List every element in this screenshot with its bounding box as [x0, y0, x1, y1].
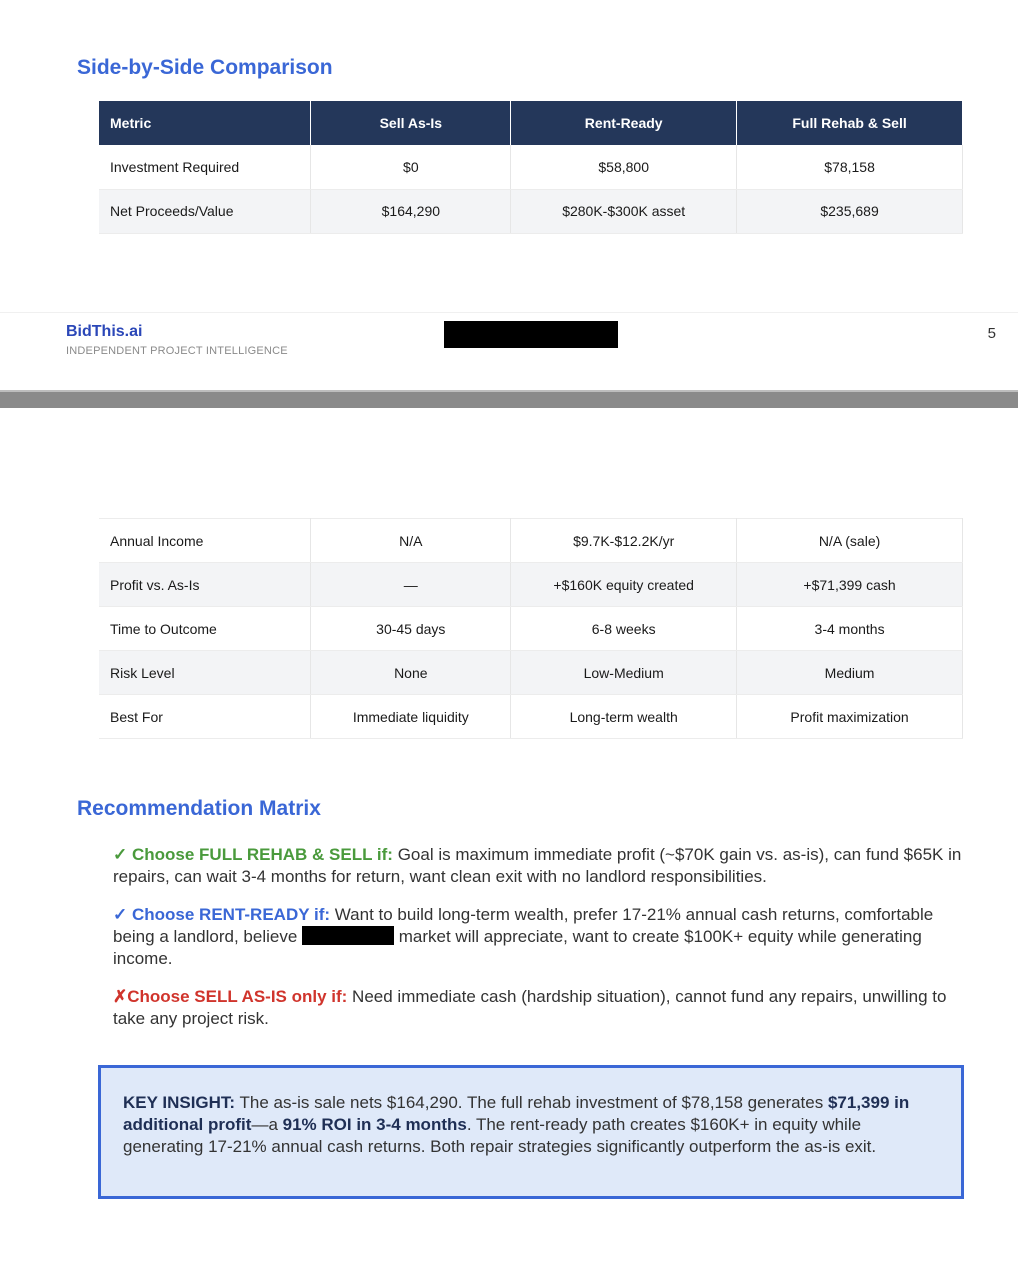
cell-value: $164,290 [311, 189, 511, 233]
header-metric: Metric [99, 101, 311, 145]
header-full-rehab: Full Rehab & Sell [737, 101, 963, 145]
header-rent-ready: Rent-Ready [511, 101, 737, 145]
brand-logo[interactable]: BidThis.ai [66, 323, 143, 340]
recommendation-lead: Choose SELL AS-IS only if: [127, 987, 348, 1006]
table-header-row [99, 101, 963, 145]
redacted-block [302, 926, 394, 945]
brand-tagline: INDEPENDENT PROJECT INTELLIGENCE [66, 345, 288, 357]
header-sell-as-is: Sell As-Is [311, 101, 511, 145]
cell-metric: Annual Income [99, 519, 311, 563]
section-title-recommendation: Recommendation Matrix [77, 797, 321, 820]
cell-value: 6-8 weeks [511, 607, 737, 651]
cell-value: +$160K equity created [511, 563, 737, 607]
check-icon: ✓ [113, 905, 128, 924]
cell-value: +$71,399 cash [737, 563, 963, 607]
cross-icon: ✗ [113, 987, 128, 1006]
key-insight-callout [98, 1065, 964, 1199]
redacted-block [444, 321, 618, 348]
page-number: 5 [987, 325, 996, 342]
cell-value: — [311, 563, 511, 607]
recommendation-text: Need immediate cash (hardship situation), cannot fund any repairs, unwilling to take any project risk. [113, 987, 947, 1028]
cell-metric: Profit vs. As-Is [99, 563, 311, 607]
cell-metric: Time to Outcome [99, 607, 311, 651]
recommendation-lead: Choose RENT-READY if: [131, 905, 331, 924]
cell-value: N/A [311, 519, 511, 563]
cell-value: $58,800 [511, 145, 737, 189]
recommendation-sell-as-is [113, 986, 973, 1030]
recommendation-text: market will appreciate, want to create $100K+ equity while generating income. [113, 927, 922, 968]
cell-value: $0 [311, 145, 511, 189]
recommendation-lead: Choose FULL REHAB & SELL if: [131, 845, 393, 864]
table-row [99, 563, 963, 607]
table-row [99, 695, 963, 739]
cell-value: $280K-$300K asset [511, 189, 737, 233]
table-row [99, 519, 963, 563]
table-row [99, 651, 963, 695]
comparison-table-continued [99, 518, 963, 739]
cell-value: Immediate liquidity [311, 695, 511, 739]
section-title-comparison: Side-by-Side Comparison [77, 56, 333, 79]
cell-value: $9.7K-$12.2K/yr [511, 519, 737, 563]
cell-metric: Best For [99, 695, 311, 739]
insight-label: KEY INSIGHT: [123, 1093, 236, 1112]
cell-value: Long-term wealth [511, 695, 737, 739]
insight-text: The as-is sale nets $164,290. The full rehab investment of $78,158 generates [235, 1093, 828, 1112]
cell-value: Medium [737, 651, 963, 695]
cell-metric: Net Proceeds/Value [99, 189, 311, 233]
recommendation-full-rehab [113, 844, 973, 888]
cell-value: $78,158 [737, 145, 963, 189]
cell-value: Profit maximization [737, 695, 963, 739]
recommendation-text: Want to build long-term wealth, prefer 17-21% annual cash returns, comfortable being a landlord, believe [113, 905, 934, 946]
cell-metric: Risk Level [99, 651, 311, 695]
recommendation-rent-ready [113, 904, 973, 970]
insight-text: —a [251, 1115, 283, 1134]
page-footer [0, 312, 1018, 372]
cell-value: Low-Medium [511, 651, 737, 695]
table-row [99, 189, 963, 233]
cell-value: 3-4 months [737, 607, 963, 651]
insight-emphasis: 91% ROI in 3-4 months [282, 1115, 467, 1134]
cell-value: N/A (sale) [737, 519, 963, 563]
recommendation-list [113, 844, 973, 1046]
insight-text: . The rent-ready path creates $160K+ in equity while generating 17-21% annual cash returns. Both repair strategies significantly outperform the as-is exit. [123, 1115, 877, 1156]
check-icon: ✓ [113, 845, 128, 864]
recommendation-text: Goal is maximum immediate profit (~$70K gain vs. as-is), can fund $65K in repairs, can wait 3-4 months for return, want clean exit with no landlord responsibilities. [113, 845, 962, 886]
cell-value: $235,689 [737, 189, 963, 233]
cell-value: None [311, 651, 511, 695]
document-page-5 [0, 0, 1018, 390]
table-row [99, 607, 963, 651]
cell-metric: Investment Required [99, 145, 311, 189]
insight-emphasis: $71,399 in additional profit [123, 1093, 910, 1134]
comparison-table [99, 101, 963, 234]
page-separator [0, 390, 1018, 408]
table-row [99, 145, 963, 189]
cell-value: 30-45 days [311, 607, 511, 651]
